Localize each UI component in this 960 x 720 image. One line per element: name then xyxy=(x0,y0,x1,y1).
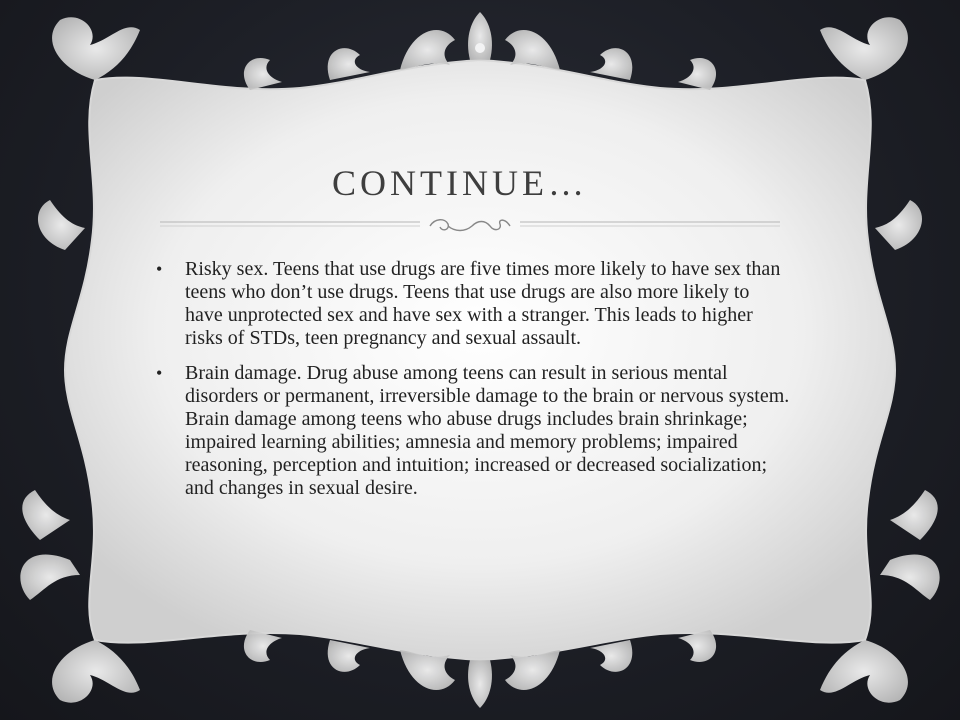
list-item xyxy=(150,362,790,500)
list-item xyxy=(150,258,790,350)
bullet-text: Risky sex. Teens that use drugs are five times more likely to have sex than teens who don’t use drugs. Teens that use drugs are also more likely to have unprotected sex and have sex with a stranger. This leads to higher risks of STDs, teen pregnancy and sexual assault. xyxy=(185,258,781,349)
bullet-text: Brain damage. Drug abuse among teens can result in serious mental disorders or permanent, irreversible damage to the brain or nervous system. Brain damage among teens who abuse drugs includes brain shrinkage; impaired learning abilities; amnesia and memory problems; impaired reasoning, perception and intuition; increased or decreased socialization; and changes in sexual desire. xyxy=(185,362,790,499)
bullet-marker: • xyxy=(156,259,163,279)
bullet-list xyxy=(150,258,790,512)
slide-title: CONTINUE… xyxy=(332,163,588,203)
divider-flourish-icon xyxy=(160,214,780,238)
bullet-marker: • xyxy=(156,363,163,383)
